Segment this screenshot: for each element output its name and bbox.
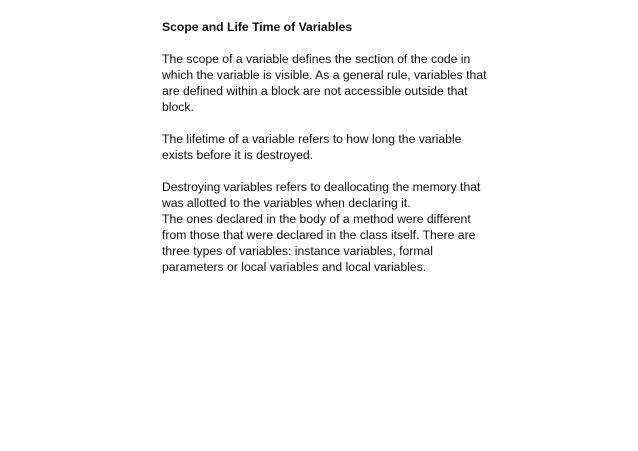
- paragraph-line: The scope of a variable defines the section of the code in: [162, 52, 471, 66]
- document-title: Scope and Life Time of Variables: [162, 20, 353, 34]
- paragraph-line: are defined within a block are not accessible outside that: [162, 84, 468, 98]
- paragraph-scope: [162, 51, 487, 115]
- paragraph-line: The lifetime of a variable refers to how long the variable: [162, 132, 462, 146]
- document-content: [162, 19, 487, 291]
- paragraph-lifetime: [162, 131, 482, 163]
- paragraph-line: exists before it is destroyed.: [162, 148, 314, 162]
- paragraph-line: The ones declared in the body of a method were different: [162, 212, 471, 226]
- paragraph-destroying: [162, 179, 482, 275]
- paragraph-line: parameters or local variables and local variables.: [162, 260, 427, 274]
- paragraph-line: from those that were declared in the class itself. There are: [162, 228, 476, 242]
- paragraph-line: which the variable is visible. As a general rule, variables that: [162, 68, 487, 82]
- paragraph-line: block.: [162, 100, 194, 114]
- paragraph-line: was allotted to the variables when declaring it.: [162, 196, 411, 210]
- paragraph-line: Destroying variables refers to deallocating the memory that: [162, 180, 481, 194]
- paragraph-line: three types of variables: instance variables, formal: [162, 244, 433, 258]
